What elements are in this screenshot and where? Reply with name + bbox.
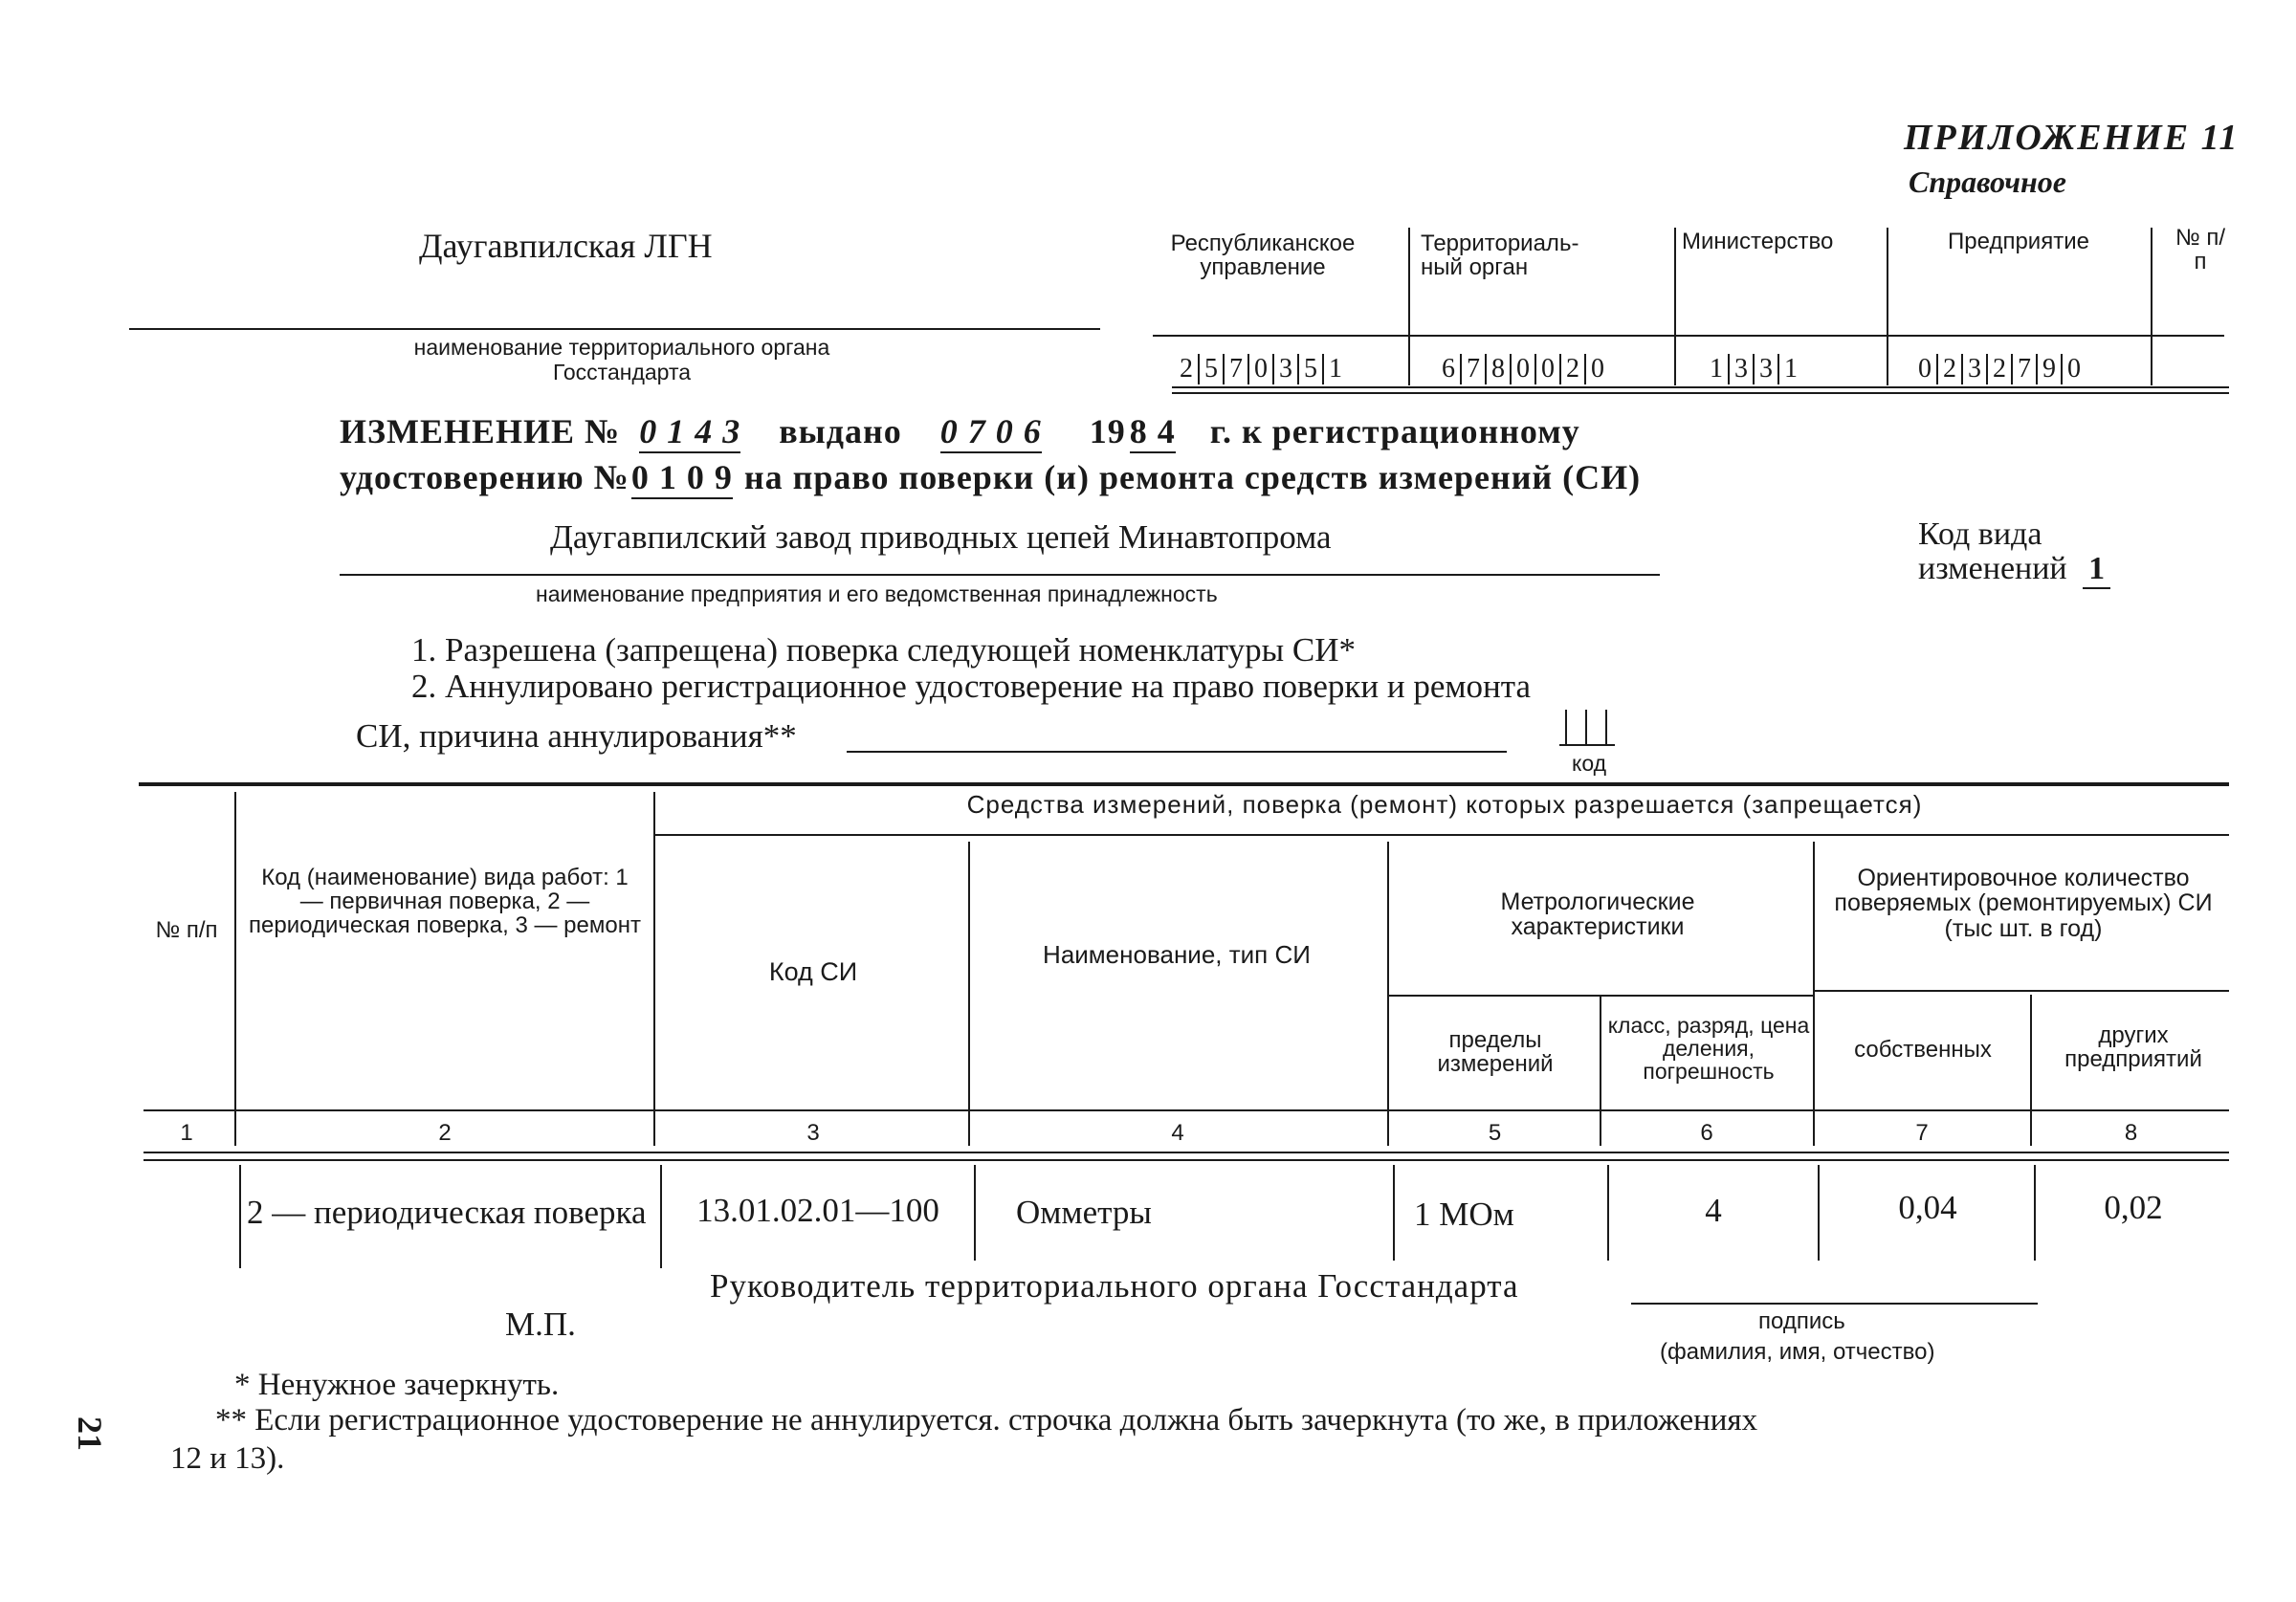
qty-header: Ориентировочное количество поверяемых (ремонтируемых) СИ (тыс шт. в год) [1834, 865, 2213, 942]
footnote-2: ** Если регистрационное удостоверение не аннулируется. строчка должна быть зачеркнута (то же, в приложениях [215, 1403, 1758, 1437]
col-header-limits: пределы измерений [1437, 1027, 1554, 1078]
enterprise-name: Даугавпилский завод приводных цепей Минавтопрома [550, 518, 1332, 556]
col-divider [1387, 842, 1389, 1146]
stamp-place: М.П. [505, 1306, 576, 1343]
change-number: 0 1 4 3 [639, 411, 740, 453]
enterprise-caption: наименование предприятия и его ведомственная принадлежность [536, 582, 1218, 606]
codes-bottom-line-2 [1172, 392, 2229, 394]
territorial-body-caption: наименование территориального органа Госстандарта [413, 335, 830, 384]
change-heading-line1: ИЗМЕНЕНИЕ № 0 1 4 3 выдано 0 7 0 6 19 8 4 г. к регистрационному [340, 411, 1580, 453]
col-divider [968, 842, 970, 1146]
territorial-code-digits: 6 7 8 0 0 2 0 [1437, 354, 1609, 384]
code-divider [1887, 228, 1888, 385]
code-divider [1674, 228, 1676, 385]
row-divider [1393, 1165, 1395, 1261]
col-divider [234, 792, 236, 1146]
col-number-1: 1 [180, 1120, 193, 1146]
metro-header: Метрологические характеристики [1500, 889, 1695, 941]
head-label: Руководитель территориального органа Госстандарта [710, 1267, 1519, 1305]
enterprise-underline [340, 574, 1660, 576]
col-number-4: 4 [1171, 1120, 1184, 1146]
table-group-header: Средства измерений, поверка (ремонт) которых разрешается (запрещается) [966, 790, 1923, 819]
signature-caption: подпись [1758, 1308, 1845, 1334]
col-header-number: № п/п [155, 917, 218, 943]
group-header-underline [653, 834, 2229, 836]
col-divider [1600, 995, 1601, 1146]
row-limits: 1 МОм [1414, 1196, 1514, 1233]
col-header-work: Код (наименование) вида работ: 1 — первичная поверка, 2 — периодическая поверка, 3 — ремонт [249, 865, 641, 939]
code-caption: код [1572, 751, 1607, 776]
row-code: 13.01.02.01—100 [696, 1192, 939, 1229]
change-kind-label: Код вида [1918, 516, 2042, 552]
cancel-reason-line [847, 751, 1507, 753]
row-name: Омметры [1016, 1194, 1152, 1231]
col-number-6: 6 [1700, 1120, 1713, 1146]
code-header-ministry: Министерство [1682, 229, 1834, 254]
row-divider [1607, 1165, 1609, 1261]
code-box-tick [1565, 710, 1567, 744]
code-divider [2151, 228, 2152, 385]
col-divider [1813, 842, 1815, 1146]
col-header-other: других предприятий [2064, 1022, 2202, 1073]
row-divider [974, 1165, 976, 1261]
code-header-number: № п/п [2175, 225, 2226, 275]
col-divider [2030, 995, 2032, 1146]
col-number-2: 2 [438, 1120, 452, 1146]
appendix-title: ПРИЛОЖЕНИЕ 11 [1904, 118, 2240, 158]
col-header-name: Наименование, тип СИ [1043, 940, 1311, 969]
numbers-bottom-line-2 [144, 1159, 2229, 1161]
col-header-class: класс, разряд, цена деления, погрешность [1607, 1013, 1810, 1085]
codes-bottom-line [1172, 386, 2229, 388]
ministry-code-digits: 1 3 3 1 [1705, 354, 1802, 384]
code-header-territorial: Территориаль-ный орган [1421, 230, 1579, 281]
col-number-5: 5 [1488, 1120, 1502, 1146]
signature-line [1631, 1303, 2038, 1305]
col-number-3: 3 [806, 1120, 820, 1146]
header-bottom-line [144, 1109, 2229, 1111]
footnote-1: * Ненужное зачеркнуть. [234, 1368, 560, 1402]
code-header-republic: Республиканское управление [1170, 230, 1356, 281]
code-divider [1408, 228, 1410, 385]
enterprise-code-digits: 0 2 3 2 7 9 0 [1913, 354, 2086, 384]
col-header-code: Код СИ [768, 957, 858, 986]
col-number-8: 8 [2124, 1120, 2138, 1146]
issued-year: 8 4 [1130, 411, 1176, 453]
code-box-tick [1585, 710, 1587, 744]
row-divider [660, 1165, 662, 1268]
item-2-cont: СИ, причина аннулирования** [356, 717, 797, 755]
issued-date: 0 7 0 6 [940, 411, 1042, 453]
change-kind-value: 1 [2083, 551, 2110, 589]
row-class: 4 [1705, 1192, 1722, 1229]
row-work-type: 2 — периодическая поверка [247, 1194, 647, 1231]
row-divider [1818, 1165, 1820, 1261]
appendix-subtitle: Справочное [1909, 165, 2066, 199]
col-header-own: собственных [1854, 1037, 1992, 1063]
item-1: 1. Разрешена (запрещена) поверка следующей номенклатуры СИ* [411, 631, 1356, 669]
code-header-enterprise: Предприятие [1948, 229, 2089, 254]
qty-header-underline [1813, 990, 2229, 992]
row-other: 0,02 [2104, 1189, 2163, 1226]
footnote-2-cont: 12 и 13). [170, 1441, 285, 1476]
metro-header-underline [1387, 995, 1813, 997]
item-2: 2. Аннулировано регистрационное удостоверение на право поверки и ремонта [411, 668, 1532, 705]
fio-caption: (фамилия, имя, отчество) [1660, 1339, 1935, 1365]
republic-code-digits: 2 5 7 0 3 5 1 [1175, 354, 1347, 384]
row-divider [239, 1165, 241, 1268]
row-divider [2034, 1165, 2036, 1261]
row-own: 0,04 [1898, 1189, 1957, 1226]
certificate-number: 0 1 0 9 [631, 457, 733, 499]
code-box-tick [1605, 710, 1607, 744]
code-box-base [1559, 744, 1615, 746]
territorial-body-name: Даугавпилская ЛГН [419, 227, 713, 265]
col-number-7: 7 [1915, 1120, 1929, 1146]
page-number: 21 [71, 1416, 109, 1451]
territorial-body-underline [129, 328, 1100, 330]
table-top-border [139, 782, 2229, 786]
change-heading-line2: удостоверению №0 1 0 9 на право поверки (и) ремонта средств измерений (СИ) [340, 457, 1641, 499]
col-divider [653, 792, 655, 1146]
change-kind-label-2: изменений 1 [1918, 551, 2110, 589]
codes-mid-line [1153, 335, 2224, 337]
numbers-bottom-line [144, 1152, 2229, 1153]
